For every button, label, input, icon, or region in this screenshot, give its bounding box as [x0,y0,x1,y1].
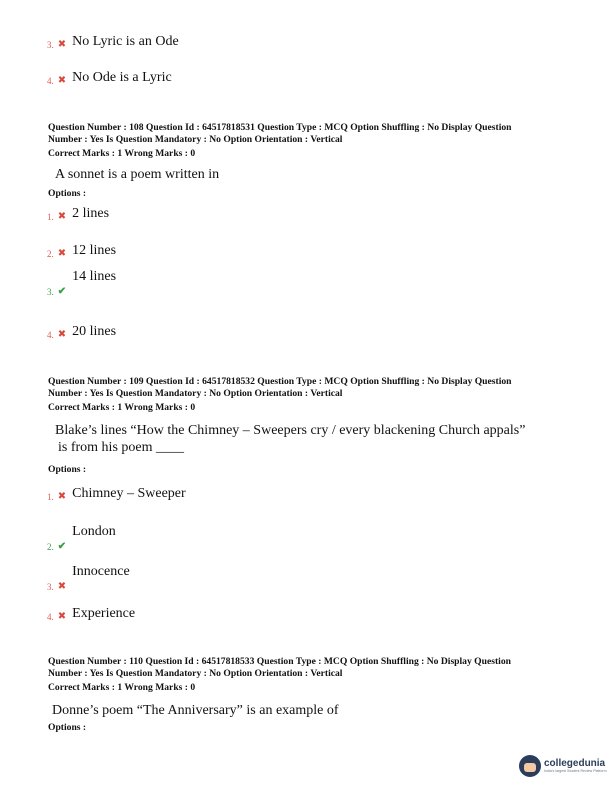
cross-icon: ✖ [57,329,67,340]
options-label: Options : [48,188,87,199]
cross-icon: ✖ [57,211,67,222]
option-item [47,486,186,502]
collegedunia-logo [519,755,607,777]
option-number: 2. [47,542,54,552]
question-marks: Correct Marks : 1 Wrong Marks : 0 [48,682,196,693]
option-text: Innocence [72,564,130,579]
options-label: Options : [48,722,87,733]
option-text: 12 lines [72,243,117,258]
option-number: 4. [47,330,54,340]
logo-name: collegedunia [544,758,606,769]
option-number: 3. [47,40,54,50]
option-text: Chimney – Sweeper [72,486,186,501]
option-item [47,606,135,622]
option-item [47,34,179,50]
option-text: 14 lines [72,269,117,284]
option-item [47,206,109,222]
question-meta: Question Number : 109 Question Id : 64517818532 Question Type : MCQ Option Shuffling : No Display Question [48,376,512,387]
cross-icon: ✖ [57,75,67,86]
option-number: 1. [47,212,54,222]
question-text: Donne’s poem “The Anniversary” is an example of [52,703,339,718]
logo-tagline: India's largest Student Review Platform [544,769,607,773]
cross-icon: ✖ [57,248,67,259]
option-item [47,269,117,297]
cross-icon: ✖ [57,581,67,592]
option-text: Experience [72,606,136,621]
option-number: 3. [47,287,54,297]
check-icon: ✔ [57,541,67,552]
question-marks: Correct Marks : 1 Wrong Marks : 0 [48,402,196,413]
question-text: Blake’s lines “How the Chimney – Sweepers cry / every blackening Church appals” [55,423,526,438]
option-number: 2. [47,249,54,259]
cross-icon: ✖ [57,611,67,622]
option-item [47,70,172,86]
student-face-icon [519,755,541,777]
option-text: No Ode is a Lyric [72,70,172,85]
question-marks: Correct Marks : 1 Wrong Marks : 0 [48,148,196,159]
option-text: 2 lines [72,206,110,221]
option-text: 20 lines [72,324,117,339]
cross-icon: ✖ [57,39,67,50]
question-meta: Question Number : 110 Question Id : 64517818533 Question Type : MCQ Option Shuffling : No Display Question [48,656,511,667]
option-number: 1. [47,492,54,502]
question-meta: Number : Yes Is Question Mandatory : No Option Orientation : Vertical [48,668,343,679]
question-meta: Number : Yes Is Question Mandatory : No Option Orientation : Vertical [48,388,343,399]
question-text: A sonnet is a poem written in [55,167,220,182]
question-meta: Question Number : 108 Question Id : 64517818531 Question Type : MCQ Option Shuffling : No Display Question [48,122,512,133]
option-text: London [72,524,116,539]
options-label: Options : [48,464,87,475]
option-number: 4. [47,76,54,86]
cross-icon: ✖ [57,491,67,502]
option-item [47,324,116,340]
question-text: is from his poem ____ [58,440,184,455]
question-meta: Number : Yes Is Question Mandatory : No Option Orientation : Vertical [48,134,343,145]
option-item [47,243,116,259]
option-number: 4. [47,612,54,622]
option-item [47,564,130,592]
option-text: No Lyric is an Ode [72,34,179,49]
option-number: 3. [47,582,54,592]
check-icon: ✔ [57,286,67,297]
option-item [47,524,116,552]
